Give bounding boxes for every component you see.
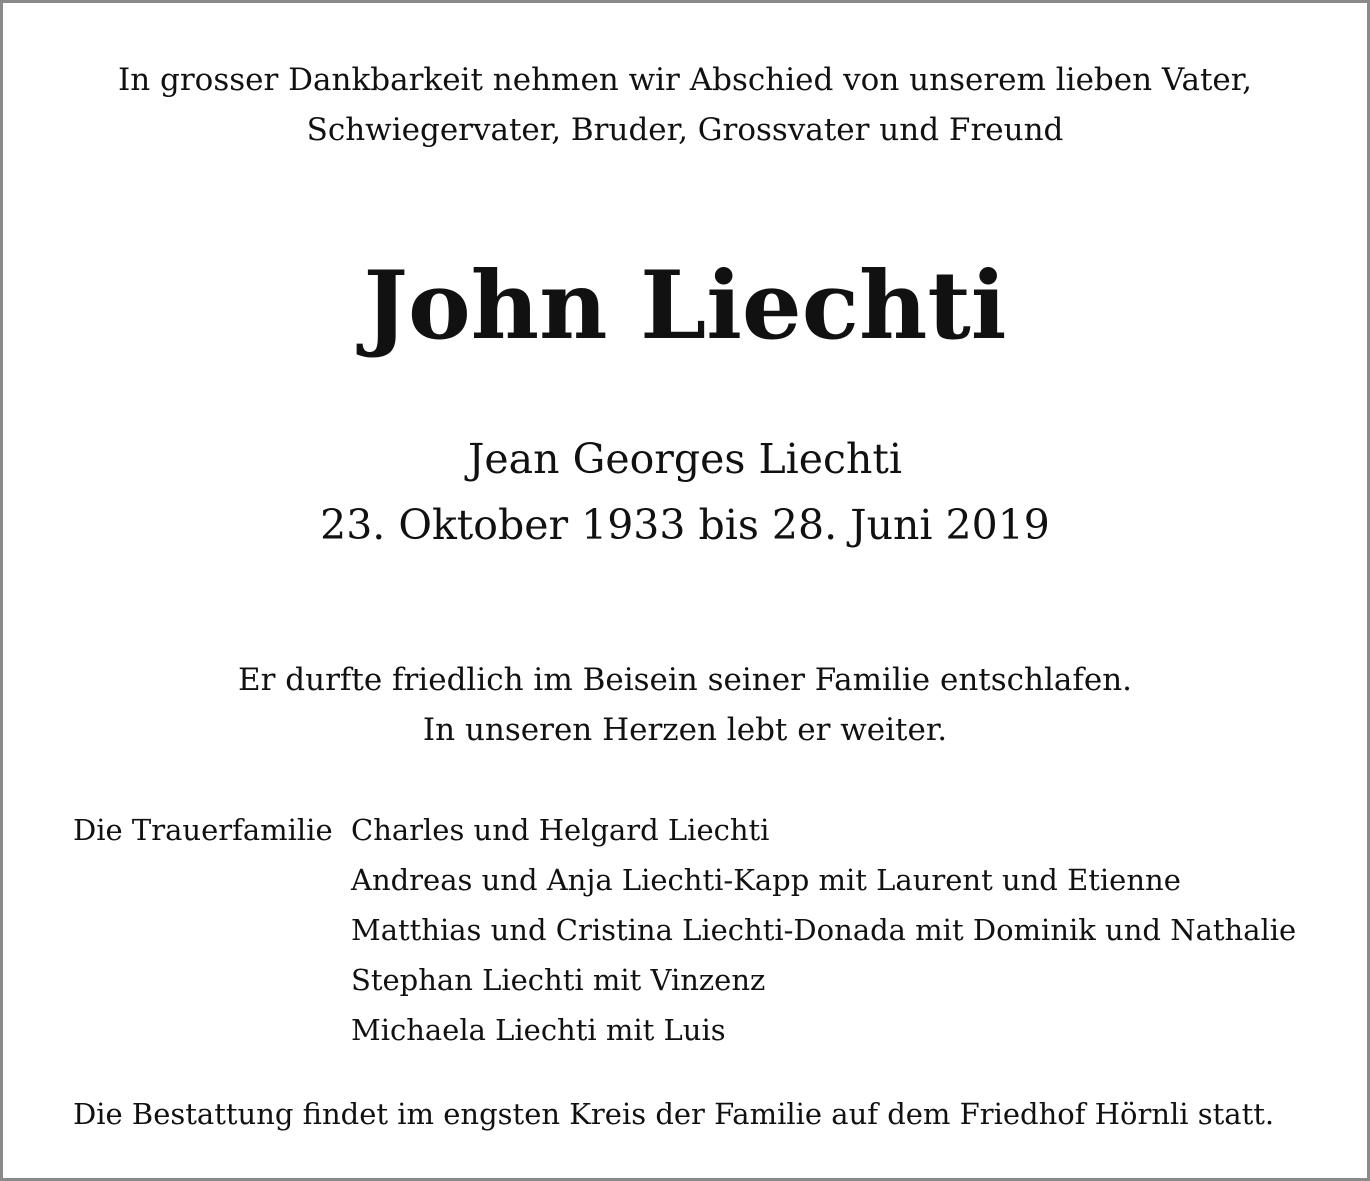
family-members-list [351, 805, 1296, 1055]
life-dates: 23. Oktober 1933 bis 28. Juni 2019 [320, 501, 1050, 549]
family-member: Stephan Liechti mit Vinzenz [351, 963, 766, 997]
intro-text [3, 55, 1367, 155]
message-line-1: Er durfte friedlich im Beisein seiner Familie entschlafen. [237, 662, 1133, 698]
message-line-2: In unseren Herzen lebt er weiter. [422, 712, 948, 748]
burial-notice: Die Bestattung findet im engsten Kreis der Familie auf dem Friedhof Hörnli statt. [73, 1097, 1275, 1131]
family-member: Matthias und Cristina Liechti-Donada mit Dominik und Nathalie [351, 913, 1297, 947]
deceased-full-name: Jean Georges Liechti [467, 435, 903, 483]
family-member: Andreas und Anja Liechti-Kapp mit Laurent und Etienne [351, 863, 1181, 897]
intro-line-1: In grosser Dankbarkeit nehmen wir Abschied von unserem lieben Vater, [117, 62, 1253, 98]
family-label: Die Trauerfamilie [73, 813, 333, 847]
family-member: Michaela Liechti mit Luis [351, 1013, 726, 1047]
intro-line-2: Schwiegervater, Bruder, Grossvater und Freund [306, 112, 1064, 148]
family-member: Charles und Helgard Liechti [351, 813, 770, 847]
memorial-message [3, 655, 1367, 755]
deceased-name: John Liechti [363, 251, 1007, 361]
